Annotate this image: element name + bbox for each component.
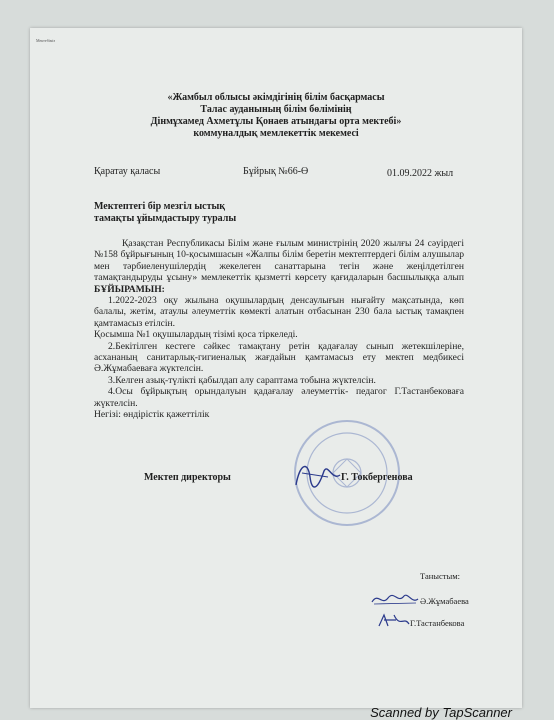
title-line-2: тамақты ұйымдастыру туралы bbox=[94, 213, 237, 224]
title-line-1: Мектептегі бір мезгіл ыстық bbox=[94, 201, 226, 212]
item-4: 4.Осы бұйрықтың орындалуын қадағалау әлеуметтік- педагог Г.Тастанбековаға жүктелсін. bbox=[94, 386, 464, 409]
order-word: БҰЙЫРАМЫН: bbox=[94, 283, 165, 295]
signature-1-icon bbox=[370, 590, 420, 608]
city: Қаратау қаласы bbox=[94, 166, 161, 177]
signature-2-icon bbox=[376, 612, 412, 630]
corner-mark: Мектебіміз bbox=[36, 38, 56, 43]
acknowledged-label: Таныстым: bbox=[420, 571, 460, 581]
header-line-3: Дінмұхамед Ахметұлы Қонаев атындағы орта мектебі» bbox=[150, 116, 402, 127]
scanner-watermark: Scanned by TapScanner bbox=[370, 705, 512, 720]
item-1-note: Қосымша №1 оқушылардың тізімі қоса тіркеледі. bbox=[94, 329, 298, 341]
director-signature-icon bbox=[288, 455, 348, 495]
header-line-2: Талас ауданының білім бөлімінің bbox=[200, 104, 352, 115]
director-label: Мектеп директоры bbox=[144, 472, 231, 483]
preamble-text: Қазақстан Республикасы Білім және ғылым министрінің 2020 жылғы 24 сәуірдегі №158 бұйрығының 10-қосымшасын «Жалпы білім беретін мектептердегі білім алушылар мен тәрбиеленушілердің жекелеген санаттарына тегін және жеңілдетілген тамақтандыруды ұсыну» мемлекеттік қызметті көрсету қағидаларын басшылыққа алып bbox=[94, 238, 464, 284]
acknowledged-person-2: Г.Тастанбекова bbox=[410, 618, 465, 628]
item-2: 2.Бекітілген кестеге сәйкес тамақтану ретін қадағалау сынып жетекшілеріне, асхананың санитарлық-гигиеналық жағдайын қамтамасыз ету мектеп медбикесі Ә.Жұмабаеваға жүктелсін. bbox=[94, 340, 464, 375]
order-number: Бұйрық №66-Ө bbox=[243, 166, 309, 177]
basis: Негізі: өндірістік қажеттілік bbox=[94, 409, 210, 421]
order-date: 01.09.2022 жыл bbox=[387, 168, 454, 179]
item-1: 1.2022-2023 оқу жылына оқушылардың денсаулығын нығайту мақсатында, көп балалы, жетім, атаулы әлеуметтік көмекті алатын отбасынан 230 бала ыстық тамақпен қамтамасыз етілсін. bbox=[94, 295, 464, 329]
header-line-1: «Жамбыл облысы әкімдігінің білім басқармасы bbox=[167, 92, 385, 103]
item-3: 3.Келген азық-түлікті қабылдап алу сараптама тобына жүктелсін. bbox=[108, 374, 376, 386]
order-body bbox=[94, 238, 464, 421]
director-name: Г. Токбергенова bbox=[341, 472, 413, 483]
header-line-4: коммуналдық мемлекеттік мекемесі bbox=[193, 128, 359, 139]
preamble-paragraph bbox=[94, 238, 464, 295]
acknowledged-person-1: Ә.Жұмабаева bbox=[420, 596, 469, 606]
